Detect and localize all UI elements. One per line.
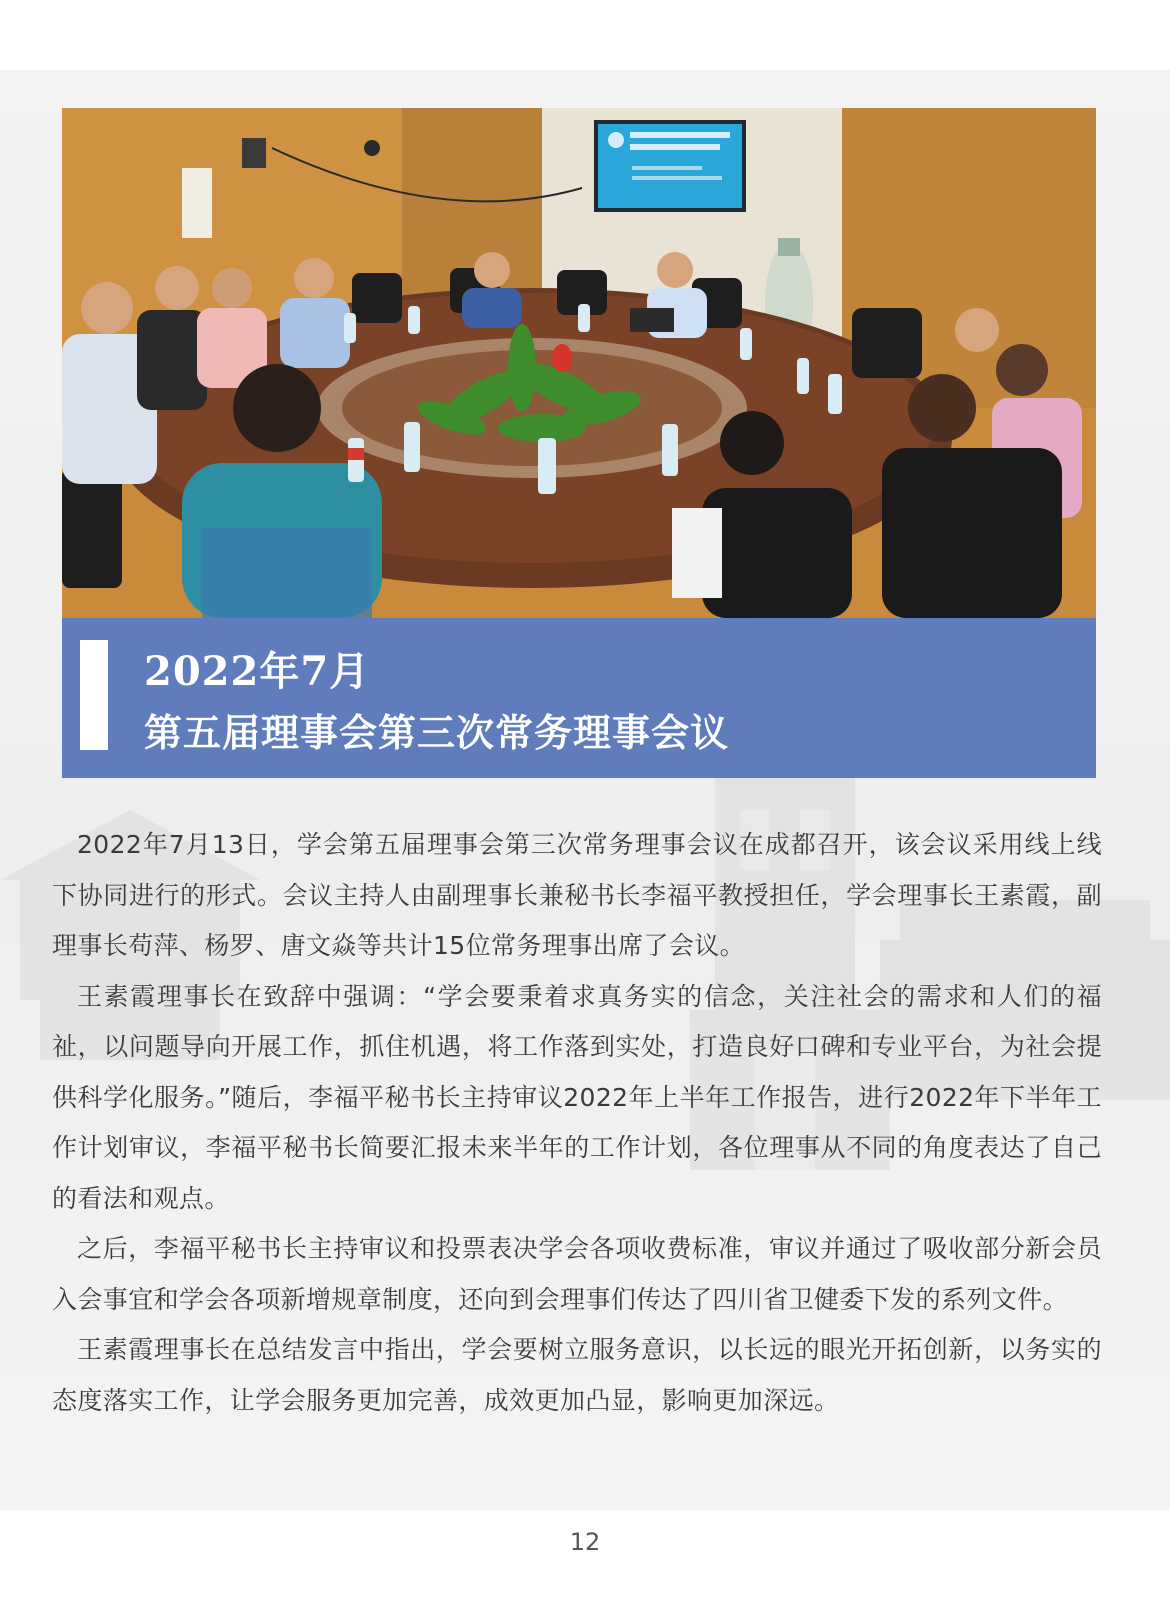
article-paragraph: 王素霞理事长在致辞中强调：“学会要秉着求真务实的信念，关注社会的需求和人们的福祉，以问题导向开展工作，抓住机遇，将工作落到实处，打造良好口碑和专业平台，为社会提供科学化服务。”随后，李福平秘书长主持审议2022年上半年工作报告，进行2022年下半年工作计划审议，李福平秘书长简要汇报未来半年的工作计划，各位理事从不同的角度表达了自己的看法和观点。 — [52, 981, 1102, 1213]
caption-title: 第五届理事会第三次常务理事会议 — [144, 710, 730, 755]
article-body — [52, 820, 1102, 1426]
article-paragraph: 2022年7月13日，学会第五届理事会第三次常务理事会议在成都召开，该会议采用线上线下协同进行的形式。会议主持人由副理事长兼秘书长李福平教授担任，学会理事长王素霞，副理事长苟萍、杨罗、唐文焱等共计15位常务理事出席了会议。 — [52, 830, 1102, 960]
article-paragraph: 之后，李福平秘书长主持审议和投票表决学会各项收费标准，审议并通过了吸收部分新会员入会事宜和学会各项新增规章制度，还向到会理事们传达了四川省卫健委下发的系列文件。 — [52, 1234, 1102, 1314]
article-paragraph: 王素霞理事长在总结发言中指出，学会要树立服务意识，以长远的眼光开拓创新，以务实的态度落实工作，让学会服务更加完善，成效更加凸显，影响更加深远。 — [52, 1335, 1102, 1415]
caption-accent-bar — [80, 640, 108, 750]
caption-date: 2022年7月 — [144, 648, 371, 695]
page-number: 12 — [569, 1528, 601, 1556]
meeting-photo — [62, 108, 1096, 618]
caption-band — [62, 618, 1096, 778]
